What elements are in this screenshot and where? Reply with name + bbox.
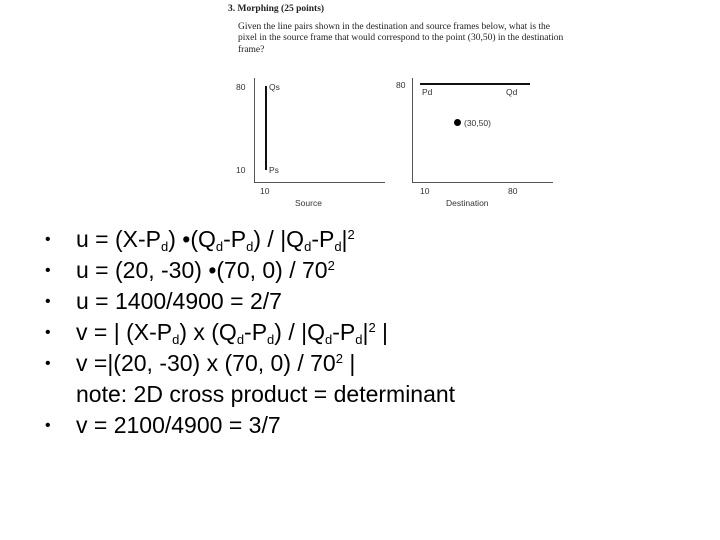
bullet-u-substitution bbox=[40, 255, 455, 286]
bullet-glyph: • bbox=[45, 417, 51, 434]
source-y-top-tick: 80 bbox=[236, 82, 246, 92]
subscript: d bbox=[267, 332, 275, 347]
bullet-u-result bbox=[40, 286, 455, 317]
source-point-q-label: Qs bbox=[269, 82, 280, 92]
text-part: u = (20, -30) •(70, 0) / 70 bbox=[76, 257, 328, 283]
question-title: 3. Morphing (25 points) bbox=[228, 4, 325, 14]
bullet-glyph: • bbox=[45, 355, 51, 372]
text-part: ) / |Q bbox=[274, 319, 325, 345]
subscript: d bbox=[324, 332, 333, 347]
source-y-bottom-tick: 10 bbox=[236, 165, 246, 175]
text-part: | bbox=[342, 350, 356, 376]
text-part: ) •(Q bbox=[168, 226, 216, 252]
dest-x-left-tick: 10 bbox=[420, 186, 430, 196]
superscript: 2 bbox=[368, 320, 376, 335]
text-part: v = | (X-P bbox=[76, 319, 173, 345]
source-frame bbox=[228, 76, 388, 216]
subscript: d bbox=[304, 239, 312, 254]
source-point-p-label: Ps bbox=[269, 165, 279, 175]
subscript: d bbox=[355, 332, 363, 347]
bullet-glyph: • bbox=[45, 324, 51, 341]
text-part: | bbox=[375, 319, 389, 345]
question-block bbox=[228, 4, 568, 56]
source-caption: Source bbox=[295, 198, 322, 208]
text-part: v =|(20, -30) x (70, 0) / 70 bbox=[76, 350, 336, 376]
text-part: u = (X-P bbox=[76, 226, 162, 252]
note-text: note: 2D cross product = determinant bbox=[76, 381, 456, 407]
dest-y-top-tick: 80 bbox=[396, 80, 406, 90]
dest-marker-dot bbox=[454, 119, 461, 126]
text-part: | bbox=[362, 319, 369, 345]
dest-x-right-tick: 80 bbox=[508, 186, 518, 196]
subscript: d bbox=[161, 239, 169, 254]
destination-frame-axes bbox=[412, 78, 553, 183]
bullet-glyph: • bbox=[45, 262, 51, 279]
text-part: u = 1400/4900 = 2/7 bbox=[76, 288, 282, 314]
subscript: d bbox=[334, 239, 342, 254]
source-x-left-tick: 10 bbox=[260, 186, 270, 196]
bullet-v-formula bbox=[40, 317, 455, 348]
bullet-v-substitution bbox=[40, 348, 455, 379]
text-part: ) / |Q bbox=[253, 226, 305, 252]
bullet-glyph: • bbox=[45, 293, 51, 310]
destination-frame bbox=[392, 76, 562, 216]
bullet-v-result bbox=[40, 410, 455, 441]
question-body: Given the line pairs shown in the destination and source frames below, what is the pixel in the source frame that would correspond to the point (30,50) in the destination frame? bbox=[238, 21, 564, 55]
dest-marker-label: (30,50) bbox=[464, 118, 491, 128]
dest-caption: Destination bbox=[446, 198, 489, 208]
superscript: 2 bbox=[335, 351, 343, 366]
solution-bullet-list bbox=[40, 224, 455, 441]
text-part: -P bbox=[244, 319, 268, 345]
bullet-glyph: • bbox=[45, 231, 51, 248]
text-part: -P bbox=[311, 226, 335, 252]
source-line-segment bbox=[265, 86, 267, 170]
dest-point-q-label: Qd bbox=[506, 87, 518, 97]
bullet-u-formula bbox=[40, 224, 455, 255]
text-part: v = 2100/4900 = 3/7 bbox=[76, 412, 281, 438]
text-part: -P bbox=[332, 319, 356, 345]
text-part: -P bbox=[223, 226, 247, 252]
subscript: d bbox=[246, 239, 254, 254]
subscript: d bbox=[172, 332, 180, 347]
superscript: 2 bbox=[327, 258, 335, 273]
text-part: | bbox=[341, 226, 348, 252]
subscript: d bbox=[236, 332, 245, 347]
superscript: 2 bbox=[347, 227, 355, 242]
dest-line-segment bbox=[420, 83, 530, 85]
subscript: d bbox=[215, 239, 224, 254]
dest-point-p-label: Pd bbox=[422, 87, 433, 97]
bullet-note bbox=[40, 379, 455, 410]
text-part: ) x (Q bbox=[179, 319, 237, 345]
